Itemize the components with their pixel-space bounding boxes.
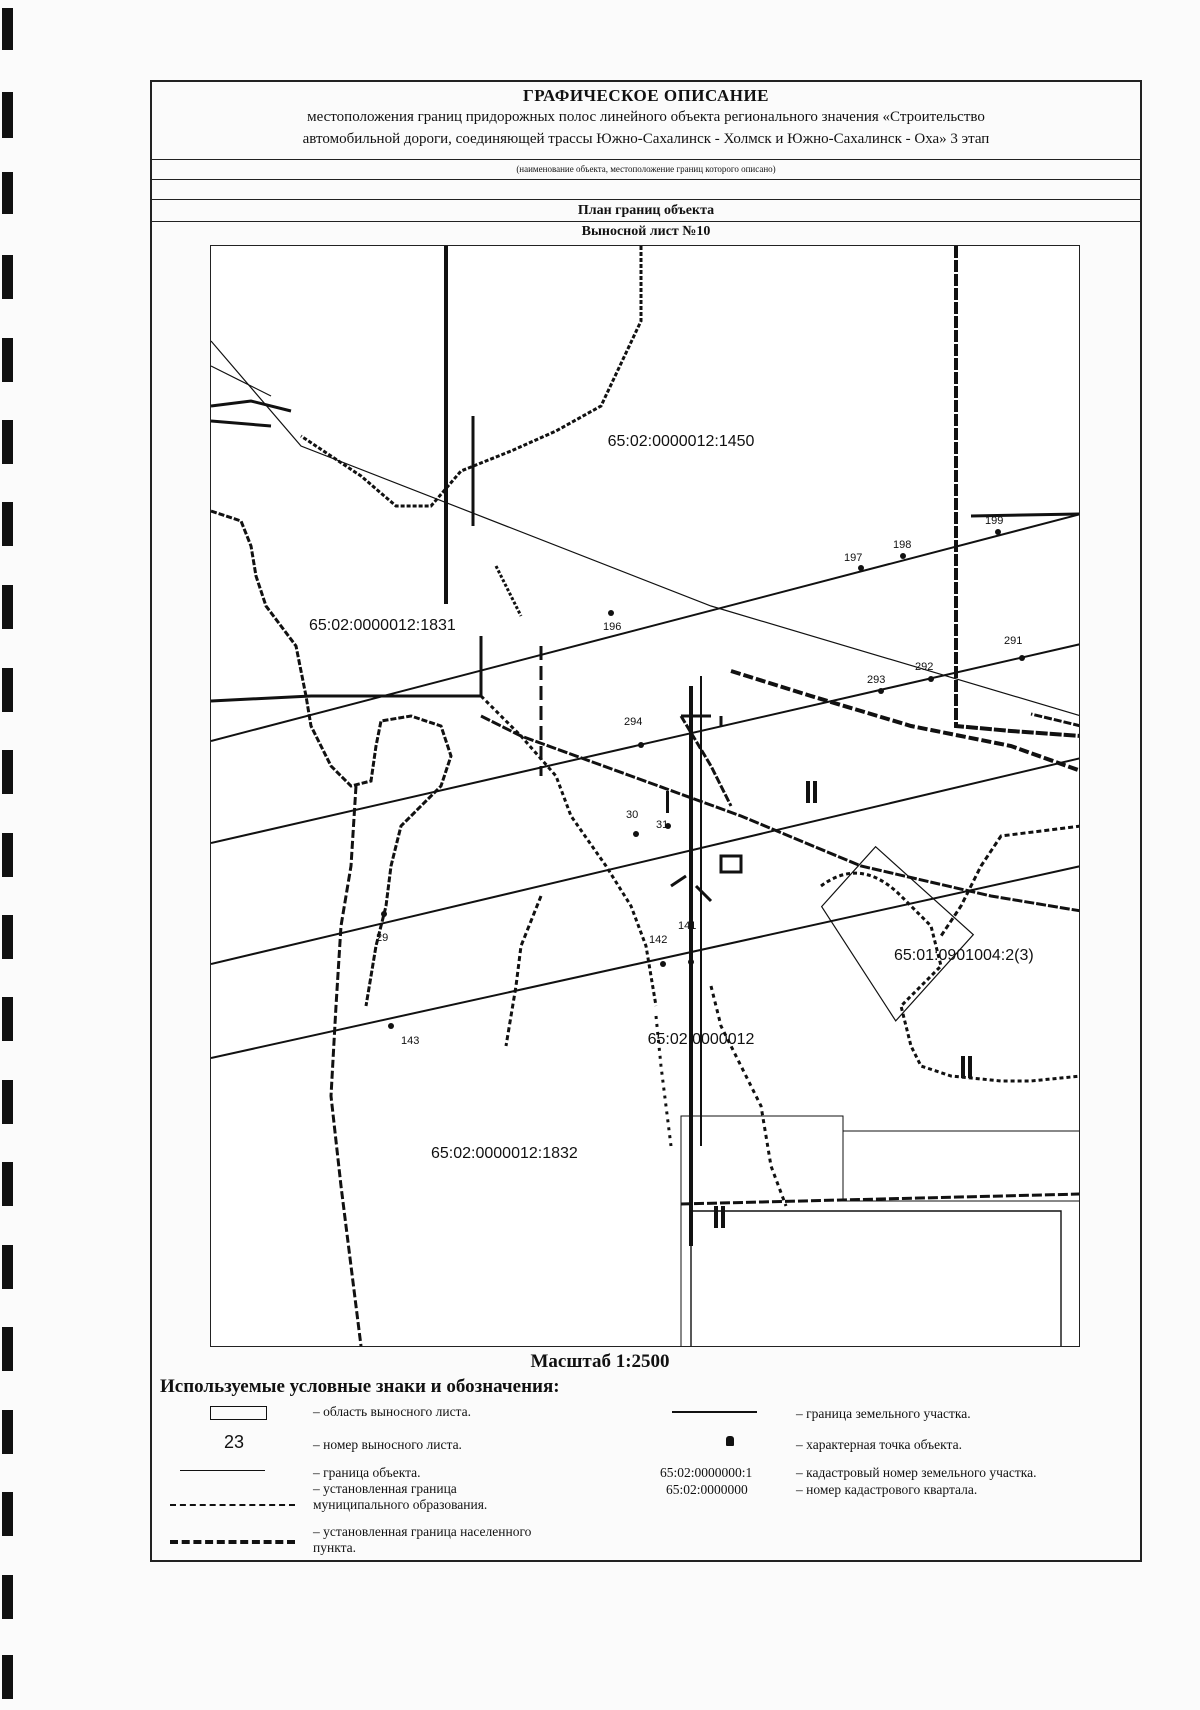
- point-marker-292: [928, 676, 934, 682]
- parcel-boundary: [681, 714, 1080, 806]
- point-marker-197: [858, 565, 864, 571]
- cadastral-map: [211, 246, 1080, 1347]
- legend-municipal-symbol: [170, 1504, 295, 1506]
- point-marker-29: [381, 911, 387, 917]
- point-marker-291: [1019, 655, 1025, 661]
- hatch-mark: [961, 1056, 965, 1078]
- legend-sheet-area-symbol: [210, 1406, 267, 1420]
- map-frame: [210, 245, 1080, 1347]
- legend-sheet-no: – номер выносного листа.: [313, 1437, 462, 1452]
- point-label-293: 293: [867, 674, 886, 686]
- parcel-label-0901004: 65:01:0901004:2(3): [894, 947, 1034, 964]
- point-marker-141: [688, 959, 694, 965]
- thin-boundary-line: [211, 341, 1080, 716]
- parcel-label-1831: 65:02:0000012:1831: [309, 617, 456, 634]
- legend-quarter-number: – номер кадастрового квартала.: [796, 1482, 978, 1497]
- point-marker-198: [900, 553, 906, 559]
- point-label-30: 30: [626, 809, 639, 821]
- parcel-boundary: [211, 401, 291, 426]
- legend-settlement-1: – установленная граница населенного: [313, 1524, 532, 1539]
- hatch-mark: [666, 791, 669, 813]
- point-label-291: 291: [1004, 635, 1023, 647]
- parcel-boundary: [496, 566, 521, 616]
- point-label-292: 292: [915, 661, 934, 673]
- point-label-31: 31: [656, 819, 669, 831]
- point-marker-142: [660, 961, 666, 967]
- hatch-mark: [813, 781, 817, 803]
- point-label-143: 143: [401, 1035, 420, 1047]
- point-label-196: 196: [603, 621, 622, 633]
- plan-title: План границ объекта: [152, 200, 1140, 222]
- point-label-141: 141: [678, 920, 697, 932]
- legend-sheet-area: – область выносного листа.: [313, 1404, 471, 1419]
- parcel-boundary: [956, 246, 1080, 736]
- doc-subtitle-line2: автомобильной дороги, соединяющей трассы Южно-Сахалинск - Холмск и Южно-Сахалинск - Оха» 3 этап: [302, 131, 990, 147]
- parcel-boundary: [301, 246, 641, 506]
- doc-subtitle-line1: местоположения границ придорожных полос линейного объекта регионального значения «Строительство: [307, 109, 985, 125]
- doc-title: ГРАФИЧЕСКОЕ ОПИСАНИЕ: [522, 86, 770, 105]
- point-label-198: 198: [893, 539, 912, 551]
- legend-settlement-2: пункта.: [313, 1540, 357, 1555]
- point-marker-196: [608, 610, 614, 616]
- point-label-294: 294: [624, 716, 643, 728]
- legend-settlement-symbol: [170, 1540, 295, 1544]
- cadastral-quarter-label: 65:02:0000012: [647, 1031, 755, 1048]
- title-block: [152, 82, 1140, 160]
- legend-cad-sample-2: 65:02:0000000: [666, 1482, 748, 1497]
- legend-municipal-1: – установленная граница: [313, 1481, 457, 1496]
- legend-cad-sample-1: 65:02:0000000:1: [660, 1465, 753, 1480]
- point-label-29: 29: [376, 932, 389, 944]
- characteristic-point-icon: [726, 1436, 734, 1446]
- legend-municipal-2: муниципального образования.: [313, 1497, 488, 1512]
- parcel-boundary: [481, 696, 656, 1006]
- legend-land-boundary: – граница земельного участка.: [796, 1406, 971, 1421]
- legend-sheet-no-sample: 23: [224, 1432, 245, 1452]
- legend-title: Используемые условные знаки и обозначения:: [160, 1376, 560, 1397]
- map-symbol: [721, 856, 741, 872]
- parcel-label-1832: 65:02:0000012:1832: [431, 1145, 578, 1162]
- point-marker-143: [388, 1023, 394, 1029]
- parcel-boundary: [731, 671, 1080, 771]
- parcel-label-1450: 65:02:0000012:1450: [607, 433, 755, 450]
- spacer-row: [152, 180, 1140, 200]
- legend-object-boundary-symbol: [180, 1470, 265, 1471]
- thin-boundary-line: [211, 366, 271, 396]
- point-label-197: 197: [844, 552, 863, 564]
- hatch-mark: [714, 1206, 718, 1228]
- parcel-outline: [691, 1211, 1061, 1347]
- map-scale: Масштаб 1:2500: [530, 1351, 670, 1372]
- parcel-0901-outline: [819, 842, 978, 1025]
- hatch-mark: [806, 781, 810, 803]
- parcel-outline: [681, 1116, 1080, 1347]
- legend-cad-number: – кадастровый номер земельного участка.: [796, 1465, 1037, 1480]
- parcel-boundary: [331, 786, 361, 1346]
- parcel-boundary: [211, 511, 451, 1006]
- hatch-mark: [721, 1206, 725, 1228]
- sheet-number: Выносной лист №10: [581, 224, 711, 239]
- point-label-199: 199: [985, 515, 1004, 527]
- legend-char-point: – характерная точка объекта.: [796, 1437, 962, 1452]
- parcel-boundary: [506, 896, 541, 1046]
- point-label-142: 142: [649, 934, 668, 946]
- object-note: (наименование объекта, местоположение границ которого описано): [152, 160, 1140, 180]
- legend-object-boundary: – граница объекта.: [313, 1465, 421, 1480]
- point-marker-294: [638, 742, 644, 748]
- legend-land-boundary-symbol: [672, 1411, 757, 1413]
- point-marker-30: [633, 831, 639, 837]
- binding-strip: [0, 0, 30, 1710]
- parcel-boundary: [211, 636, 481, 701]
- point-marker-199: [995, 529, 1001, 535]
- hatch-mark: [968, 1056, 972, 1078]
- corridor-line-2: [211, 644, 1080, 843]
- parcel-boundary: [711, 986, 786, 1206]
- point-marker-293: [878, 688, 884, 694]
- parcel-boundary: [681, 1194, 1080, 1204]
